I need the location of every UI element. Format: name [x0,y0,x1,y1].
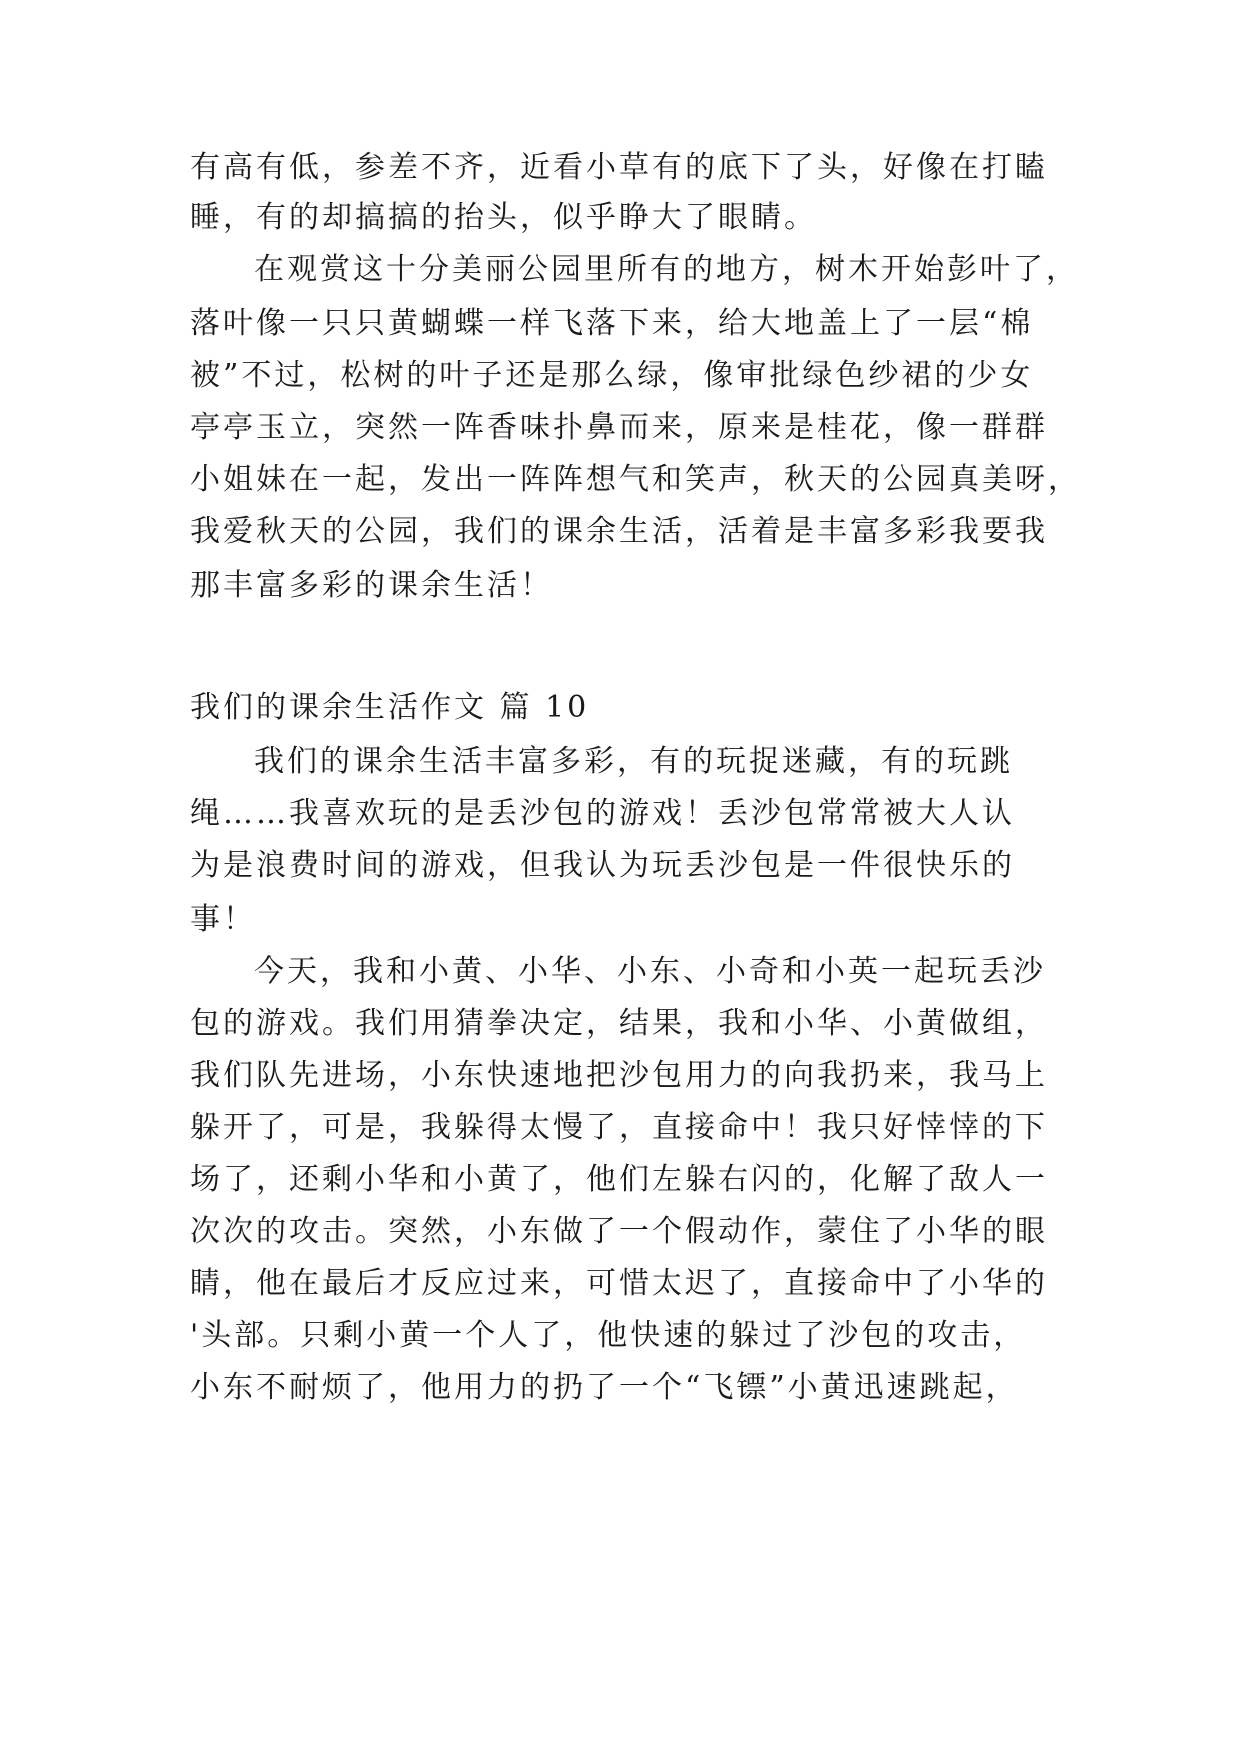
paragraph-line: 在观赏这十分美丽公园里所有的地方，树木开始彭叶了， [254,252,1079,287]
paragraph-line: 绳……我喜欢玩的是丢沙包的游戏！丢沙包常常被大人认 [190,796,1015,831]
paragraph-line: 落叶像一只只黄蝴蝶一样飞落下来，给大地盖上了一层“棉 [190,306,1034,341]
paragraph-line: 睡，有的却搞搞的抬头，似乎睁大了眼睛。 [190,200,817,235]
paragraph-line: 包的游戏。我们用猜拳决定，结果，我和小华、小黄做组， [190,1006,1048,1041]
paragraph-line: 我爱秋天的公园，我们的课余生活，活着是丰富多彩我要我 [190,514,1048,549]
paragraph-line: 小姐妹在一起，发出一阵阵想气和笑声，秋天的公园真美呀， [190,462,1081,497]
paragraph-line: '头部。只剩小黄一个人了，他快速的躲过了沙包的攻击， [190,1318,1027,1353]
paragraph-line: 被”不过，松树的叶子还是那么绿，像审批绿色纱裙的少女 [190,358,1034,393]
section-heading: 我们的课余生活作文 篇 10 [190,690,590,725]
paragraph-line: 有高有低，参差不齐，近看小草有的底下了头，好像在打瞌 [190,150,1048,185]
paragraph-line: 今天，我和小黄、小华、小东、小奇和小英一起玩丢沙 [254,954,1046,989]
paragraph-line: 躲开了，可是，我躲得太慢了，直接命中！我只好悻悻的下 [190,1110,1048,1145]
paragraph-line: 我们队先进场，小东快速地把沙包用力的向我扔来，我马上 [190,1058,1048,1093]
paragraph-line: 我们的课余生活丰富多彩，有的玩捉迷藏，有的玩跳 [254,744,1013,779]
paragraph-line: 场了，还剩小华和小黄了，他们左躲右闪的，化解了敌人一 [190,1162,1048,1197]
paragraph-line: 小东不耐烦了，他用力的扔了一个“飞镖”小黄迅速跳起， [190,1370,1019,1405]
paragraph-line: 为是浪费时间的游戏，但我认为玩丢沙包是一件很快乐的 [190,848,1015,883]
paragraph-line: 亭亭玉立，突然一阵香味扑鼻而来，原来是桂花，像一群群 [190,410,1048,445]
paragraph-line: 次次的攻击。突然，小东做了一个假动作，蒙住了小华的眼 [190,1214,1048,1249]
paragraph-line: 睛，他在最后才反应过来，可惜太迟了，直接命中了小华的 [190,1266,1048,1301]
paragraph-line: 事！ [190,902,256,937]
paragraph-line: 那丰富多彩的课余生活！ [190,568,553,603]
